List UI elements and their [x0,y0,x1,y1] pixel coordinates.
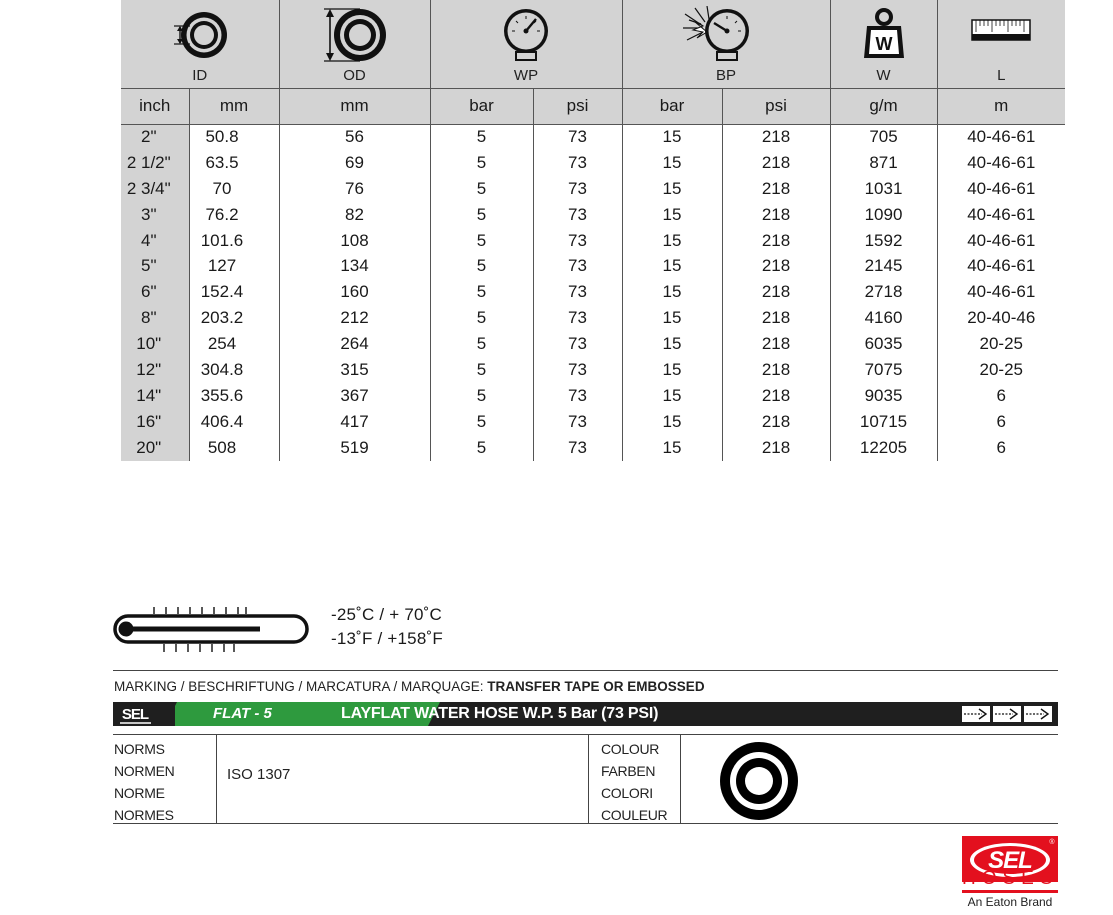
pressure-gauge-icon [496,6,556,66]
cell-bp-bar: 15 [622,202,722,228]
cell-length: 20-25 [937,331,1065,357]
cell-inch: 20" [121,435,189,461]
cell-wp-psi: 73 [533,357,622,383]
norms-value: ISO 1307 [227,766,291,783]
header-id [121,0,279,88]
cell-inch: 2 3/4" [121,176,189,202]
cell-length: 40-46-61 [937,279,1065,305]
cell-bp-bar: 15 [622,357,722,383]
cell-bp-psi: 218 [722,357,830,383]
cell-bp-bar: 15 [622,124,722,150]
cell-bp-psi: 218 [722,124,830,150]
cell-wp-psi: 73 [533,435,622,461]
outer-diameter-icon [310,6,400,64]
table-row [121,357,1065,383]
cell-length: 6 [937,383,1065,409]
divider [588,735,589,823]
table-row [121,331,1065,357]
burst-gauge-icon [681,6,771,66]
cell-inch: 5" [121,253,189,279]
cell-wp-psi: 73 [533,383,622,409]
cell-bp-bar: 15 [622,409,722,435]
cell-od-mm: 82 [279,202,430,228]
colour-labels [601,738,667,826]
cell-inch: 16" [121,409,189,435]
cell-bp-bar: 15 [622,435,722,461]
cell-length: 40-46-61 [937,150,1065,176]
registered-mark: ® [1049,839,1055,846]
header-od [279,0,430,88]
hose-colour-icon [718,740,800,822]
brand-underline [962,890,1058,893]
flow-arrow-icon [993,706,1021,722]
cell-bp-bar: 15 [622,331,722,357]
product-bar [113,702,1058,726]
cell-bp-bar: 15 [622,253,722,279]
temperature-fahrenheit: -13˚F / +158˚F [331,629,443,648]
unit-header: m [937,88,1065,124]
cell-wp-bar: 5 [430,253,533,279]
norms-labels [114,738,174,826]
ruler-icon [970,6,1032,50]
marking-line [114,679,705,694]
unit-header-row [121,88,1065,124]
unit-header: bar [430,88,533,124]
cell-wp-psi: 73 [533,409,622,435]
cell-weight: 1592 [830,228,937,254]
product-title: LAYFLAT WATER HOSE W.P. 5 Bar (73 PSI) [341,705,659,722]
cell-bp-bar: 15 [622,228,722,254]
cell-bp-psi: 218 [722,435,830,461]
cell-wp-bar: 5 [430,383,533,409]
cell-wp-psi: 73 [533,202,622,228]
cell-weight: 871 [830,150,937,176]
cell-bp-psi: 218 [722,228,830,254]
temperature-celsius: -25˚C / + 70˚C [331,605,442,624]
cell-wp-psi: 73 [533,279,622,305]
cell-id-mm: 508 [189,435,279,461]
cell-length: 6 [937,435,1065,461]
cell-wp-bar: 5 [430,409,533,435]
weight-icon [859,6,909,66]
cell-inch: 3" [121,202,189,228]
brand-name: HOSES [962,868,1059,889]
cell-id-mm: 406.4 [189,409,279,435]
cell-od-mm: 76 [279,176,430,202]
header-bp-label: BP [715,66,736,84]
cell-wp-bar: 5 [430,124,533,150]
unit-header: mm [189,88,279,124]
cell-length: 20-40-46 [937,305,1065,331]
cell-inch: 4" [121,228,189,254]
table-row [121,228,1065,254]
bar-logo-text: SEL [121,706,149,723]
cell-bp-psi: 218 [722,383,830,409]
cell-od-mm: 56 [279,124,430,150]
cell-od-mm: 417 [279,409,430,435]
unit-header: psi [722,88,830,124]
product-code: FLAT - 5 [213,705,272,722]
norms-label: NORME [114,785,165,801]
norms-label: NORMS [114,741,165,757]
cell-wp-psi: 73 [533,305,622,331]
cell-wp-bar: 5 [430,305,533,331]
cell-id-mm: 254 [189,331,279,357]
colour-label: COLORI [601,785,653,801]
cell-wp-psi: 73 [533,253,622,279]
weight-icon-glyph: W [875,34,892,54]
colour-label: FARBEN [601,763,656,779]
table-row [121,124,1065,150]
cell-bp-bar: 15 [622,176,722,202]
header-od-label: OD [343,66,366,84]
divider [113,734,1058,735]
cell-inch: 8" [121,305,189,331]
cell-id-mm: 304.8 [189,357,279,383]
cell-bp-psi: 218 [722,202,830,228]
cell-od-mm: 264 [279,331,430,357]
flow-arrow-icon [962,706,990,722]
cell-inch: 14" [121,383,189,409]
header-id-label: ID [192,66,208,84]
cell-wp-psi: 73 [533,176,622,202]
cell-length: 40-46-61 [937,176,1065,202]
cell-wp-bar: 5 [430,331,533,357]
cell-wp-bar: 5 [430,150,533,176]
divider [216,735,217,823]
cell-bp-psi: 218 [722,305,830,331]
cell-inch: 10" [121,331,189,357]
cell-weight: 10715 [830,409,937,435]
cell-length: 40-46-61 [937,228,1065,254]
cell-weight: 6035 [830,331,937,357]
cell-id-mm: 50.8 [189,124,279,150]
cell-wp-bar: 5 [430,202,533,228]
table-row [121,409,1065,435]
header-l [937,0,1065,88]
cell-od-mm: 212 [279,305,430,331]
header-wp [430,0,622,88]
cell-bp-bar: 15 [622,279,722,305]
cell-inch: 2 1/2" [121,150,189,176]
cell-id-mm: 76.2 [189,202,279,228]
table-row [121,383,1065,409]
icon-header-row [121,0,1065,88]
header-w [830,0,937,88]
header-bp [622,0,830,88]
thermometer-icon [110,604,310,654]
divider [680,735,681,823]
cell-weight: 4160 [830,305,937,331]
cell-id-mm: 70 [189,176,279,202]
marking-label: MARKING / BESCHRIFTUNG / MARCATURA / MARQUAGE: [114,679,484,694]
cell-wp-bar: 5 [430,279,533,305]
cell-inch: 6" [121,279,189,305]
divider [113,670,1058,671]
cell-bp-psi: 218 [722,409,830,435]
table-row [121,253,1065,279]
cell-od-mm: 519 [279,435,430,461]
unit-header: mm [279,88,430,124]
colour-label: COULEUR [601,807,668,823]
cell-id-mm: 101.6 [189,228,279,254]
table-row [121,176,1065,202]
header-wp-label: WP [513,66,539,84]
cell-length: 40-46-61 [937,253,1065,279]
brand-tagline: An Eaton Brand [967,895,1053,909]
cell-wp-bar: 5 [430,228,533,254]
table-row [121,202,1065,228]
cell-id-mm: 127 [189,253,279,279]
cell-bp-bar: 15 [622,305,722,331]
cell-bp-psi: 218 [722,253,830,279]
cell-weight: 705 [830,124,937,150]
cell-bp-bar: 15 [622,150,722,176]
cell-bp-psi: 218 [722,331,830,357]
cell-bp-psi: 218 [722,279,830,305]
cell-length: 6 [937,409,1065,435]
cell-od-mm: 69 [279,150,430,176]
unit-header: bar [622,88,722,124]
table-row [121,305,1065,331]
unit-header: psi [533,88,622,124]
cell-weight: 7075 [830,357,937,383]
spec-table-body [121,124,1065,461]
cell-wp-bar: 5 [430,435,533,461]
cell-id-mm: 63.5 [189,150,279,176]
colour-label: COLOUR [601,741,660,757]
inner-diameter-icon [160,6,240,64]
cell-od-mm: 134 [279,253,430,279]
unit-header: g/m [830,88,937,124]
cell-weight: 2145 [830,253,937,279]
divider [113,823,1058,824]
unit-header: inch [121,88,189,124]
cell-inch: 2" [121,124,189,150]
cell-id-mm: 203.2 [189,305,279,331]
cell-bp-psi: 218 [722,176,830,202]
cell-wp-psi: 73 [533,331,622,357]
cell-bp-psi: 218 [722,150,830,176]
table-row [121,279,1065,305]
cell-weight: 2718 [830,279,937,305]
spec-table [121,0,1065,461]
cell-wp-psi: 73 [533,124,622,150]
cell-length: 40-46-61 [937,124,1065,150]
cell-weight: 9035 [830,383,937,409]
cell-od-mm: 160 [279,279,430,305]
cell-weight: 1031 [830,176,937,202]
norms-label: NORMES [114,807,174,823]
brand-logo-text: SEL [988,847,1032,874]
header-l-label: L [997,66,1006,84]
flow-arrow-icon [1024,706,1052,722]
cell-weight: 1090 [830,202,937,228]
cell-wp-psi: 73 [533,150,622,176]
cell-wp-bar: 5 [430,357,533,383]
cell-weight: 12205 [830,435,937,461]
cell-inch: 12" [121,357,189,383]
norms-label: NORMEN [114,763,175,779]
cell-wp-psi: 73 [533,228,622,254]
header-w-label: W [876,66,891,84]
sel-logo-icon [113,702,175,726]
cell-od-mm: 315 [279,357,430,383]
table-row [121,150,1065,176]
table-row [121,435,1065,461]
cell-id-mm: 152.4 [189,279,279,305]
marking-value: TRANSFER TAPE OR EMBOSSED [487,679,705,694]
cell-wp-bar: 5 [430,176,533,202]
cell-od-mm: 367 [279,383,430,409]
cell-bp-bar: 15 [622,383,722,409]
cell-od-mm: 108 [279,228,430,254]
cell-length: 40-46-61 [937,202,1065,228]
cell-id-mm: 355.6 [189,383,279,409]
cell-length: 20-25 [937,357,1065,383]
